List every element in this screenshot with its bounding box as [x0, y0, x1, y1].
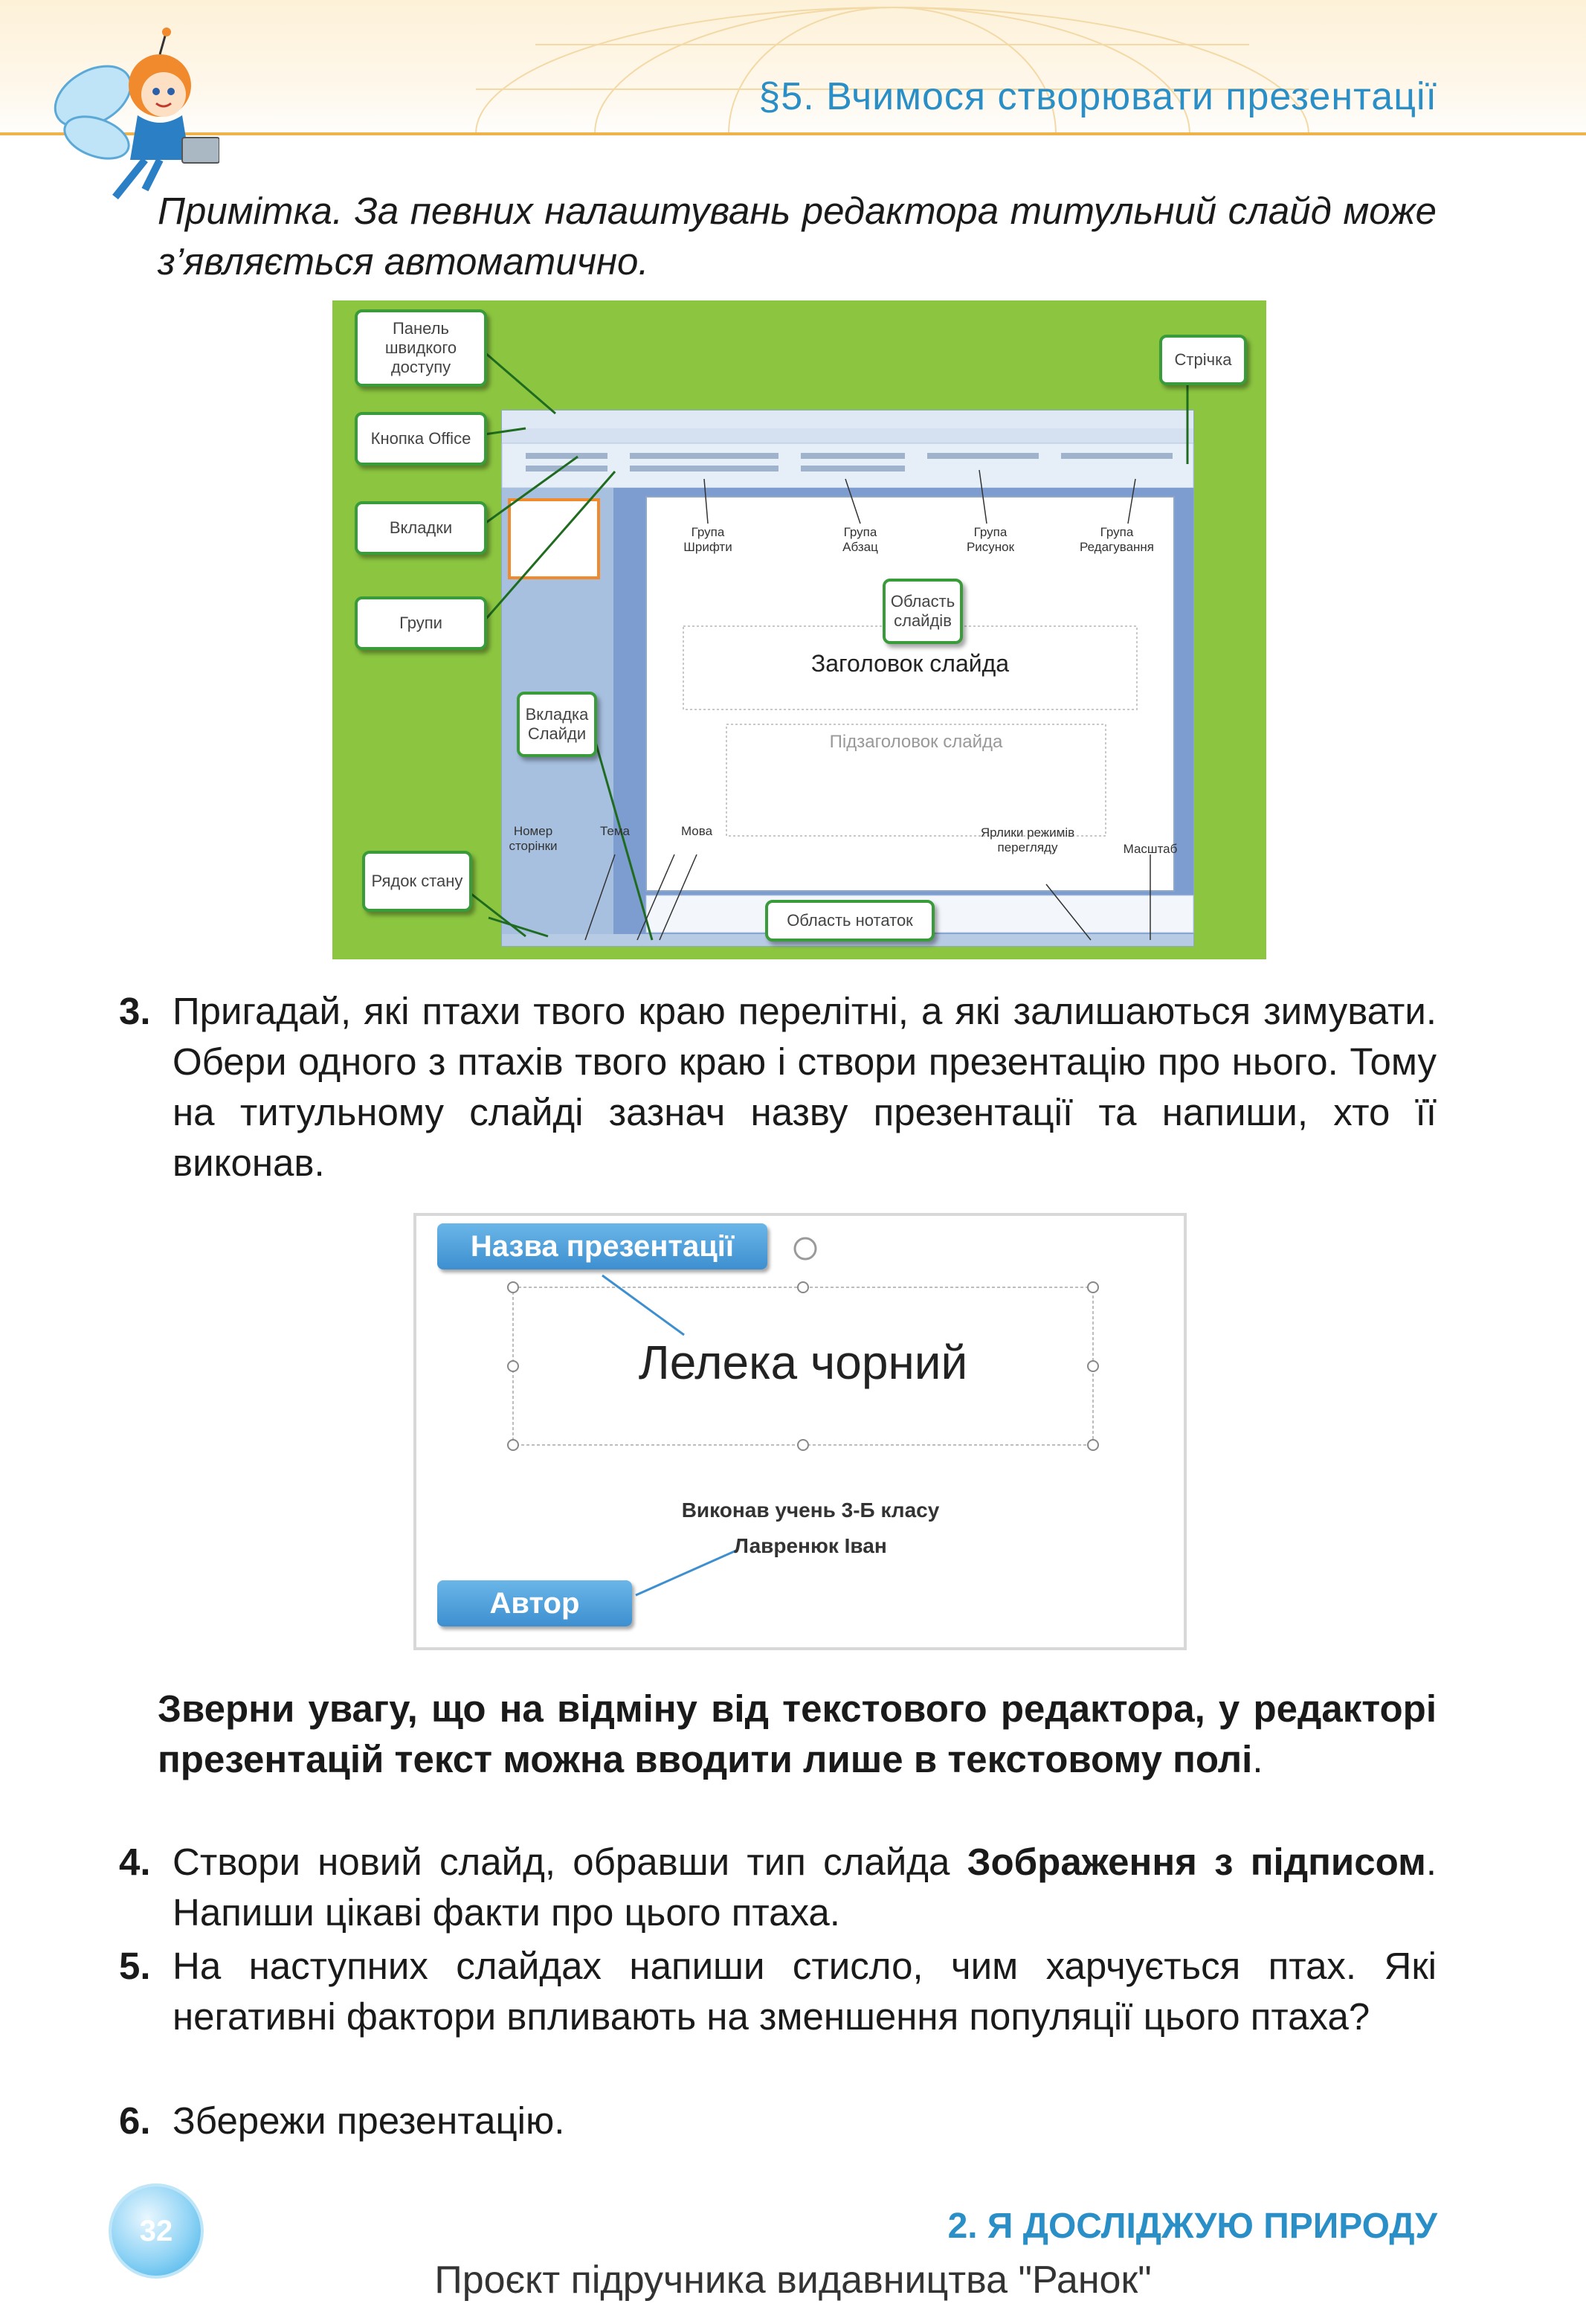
label-zoom: Масштаб — [1123, 842, 1178, 856]
task-5 — [119, 1941, 1437, 2042]
fairy-mascot-icon — [41, 26, 219, 205]
label-view-shortcuts: Ярлики режимів перегляду — [980, 825, 1075, 854]
example-author-line-1: Виконав учень 3-Б класу — [681, 1499, 940, 1522]
callout-ribbon: Стрічка — [1159, 335, 1247, 385]
header-rule — [0, 132, 1586, 135]
label-language: Мова — [680, 824, 713, 838]
example-slide-title: Лелека чорний — [638, 1336, 968, 1389]
title-slide-example — [413, 1213, 1187, 1650]
note-paragraph: Примітка. За певних налаштувань редактора титульний слайд може з’являється автоматично. — [158, 190, 1437, 283]
label-group-font: Група Шрифти — [683, 525, 732, 554]
tag-author: Автор — [437, 1580, 632, 1626]
callout-slides-tab: Вкладка Слайди — [517, 692, 597, 757]
slide-type-name: Зображення з підписом — [967, 1841, 1426, 1883]
task-number: 3. — [119, 990, 151, 1032]
task-number: 6. — [119, 2099, 151, 2142]
callout-tabs: Вкладки — [355, 501, 487, 555]
task-number: 4. — [119, 1841, 151, 1883]
slide-subtitle-placeholder: Підзаголовок слайда — [829, 732, 1003, 752]
callout-slide-area: Область слайдів — [883, 579, 963, 644]
callout-groups: Групи — [355, 596, 487, 650]
section-title: §5. Вчимося створювати презентації — [758, 75, 1437, 118]
task-4 — [119, 1837, 1437, 1938]
callout-office-button: Кнопка Office — [355, 412, 487, 466]
attention-tail: . — [1252, 1738, 1263, 1780]
label-group-paragraph: Група Абзац — [842, 525, 878, 554]
example-author-line-2: Лавренюк Іван — [734, 1534, 887, 1557]
task-number: 5. — [119, 1945, 151, 1987]
callout-quick-access: Панель швидкого доступу — [355, 309, 487, 387]
callout-status-bar: Рядок стану — [362, 851, 472, 912]
label-slide-number: Номер сторінки — [509, 824, 558, 853]
label-theme: Тема — [599, 824, 631, 838]
task-text-before: Створи новий слайд, обравши тип слайда — [173, 1841, 967, 1883]
page-number: 32 — [112, 2186, 201, 2276]
tag-presentation-title: Назва презентації — [437, 1223, 767, 1269]
task-3 — [119, 986, 1437, 1188]
task-text: Збережи презентацію. — [173, 2099, 565, 2142]
label-group-picture: Група Рисунок — [966, 525, 1015, 554]
slide-title-placeholder: Заголовок слайда — [810, 650, 1010, 677]
task-text: На наступних слайдах напиши стисло, чим харчується птах. Які негативні фактори впливають на зменшення популяції цього птаха? — [173, 1945, 1437, 2038]
powerpoint-interface-figure — [332, 300, 1266, 959]
task-6 — [119, 2096, 1437, 2146]
attention-bold-text: Зверни увагу, що на відміну від текстового редактора, у редакторі презентацій текст можна вводити лише в текстовому полі — [158, 1687, 1437, 1780]
attention-paragraph — [158, 1684, 1437, 1785]
footer-section-title: 2. Я ДОСЛІДЖУЮ ПРИРОДУ — [947, 2206, 1437, 2246]
callout-notes-area: Область нотаток — [765, 900, 935, 941]
label-group-editing: Група Редагування — [1079, 525, 1155, 554]
task-text-after: . Напиши цікаві факти про цього птаха. — [173, 1841, 1437, 1934]
footer-publisher: Проєкт підручника видавництва "Ранок" — [434, 2259, 1152, 2302]
task-text: Пригадай, які птахи твого краю перелітні, а які залишаються зимувати. Обери одного з птахів твого краю і створи презентацію про нього. Тому на титульному слайді зазнач назву презентації та напиши, хто її виконав. — [173, 990, 1437, 1184]
